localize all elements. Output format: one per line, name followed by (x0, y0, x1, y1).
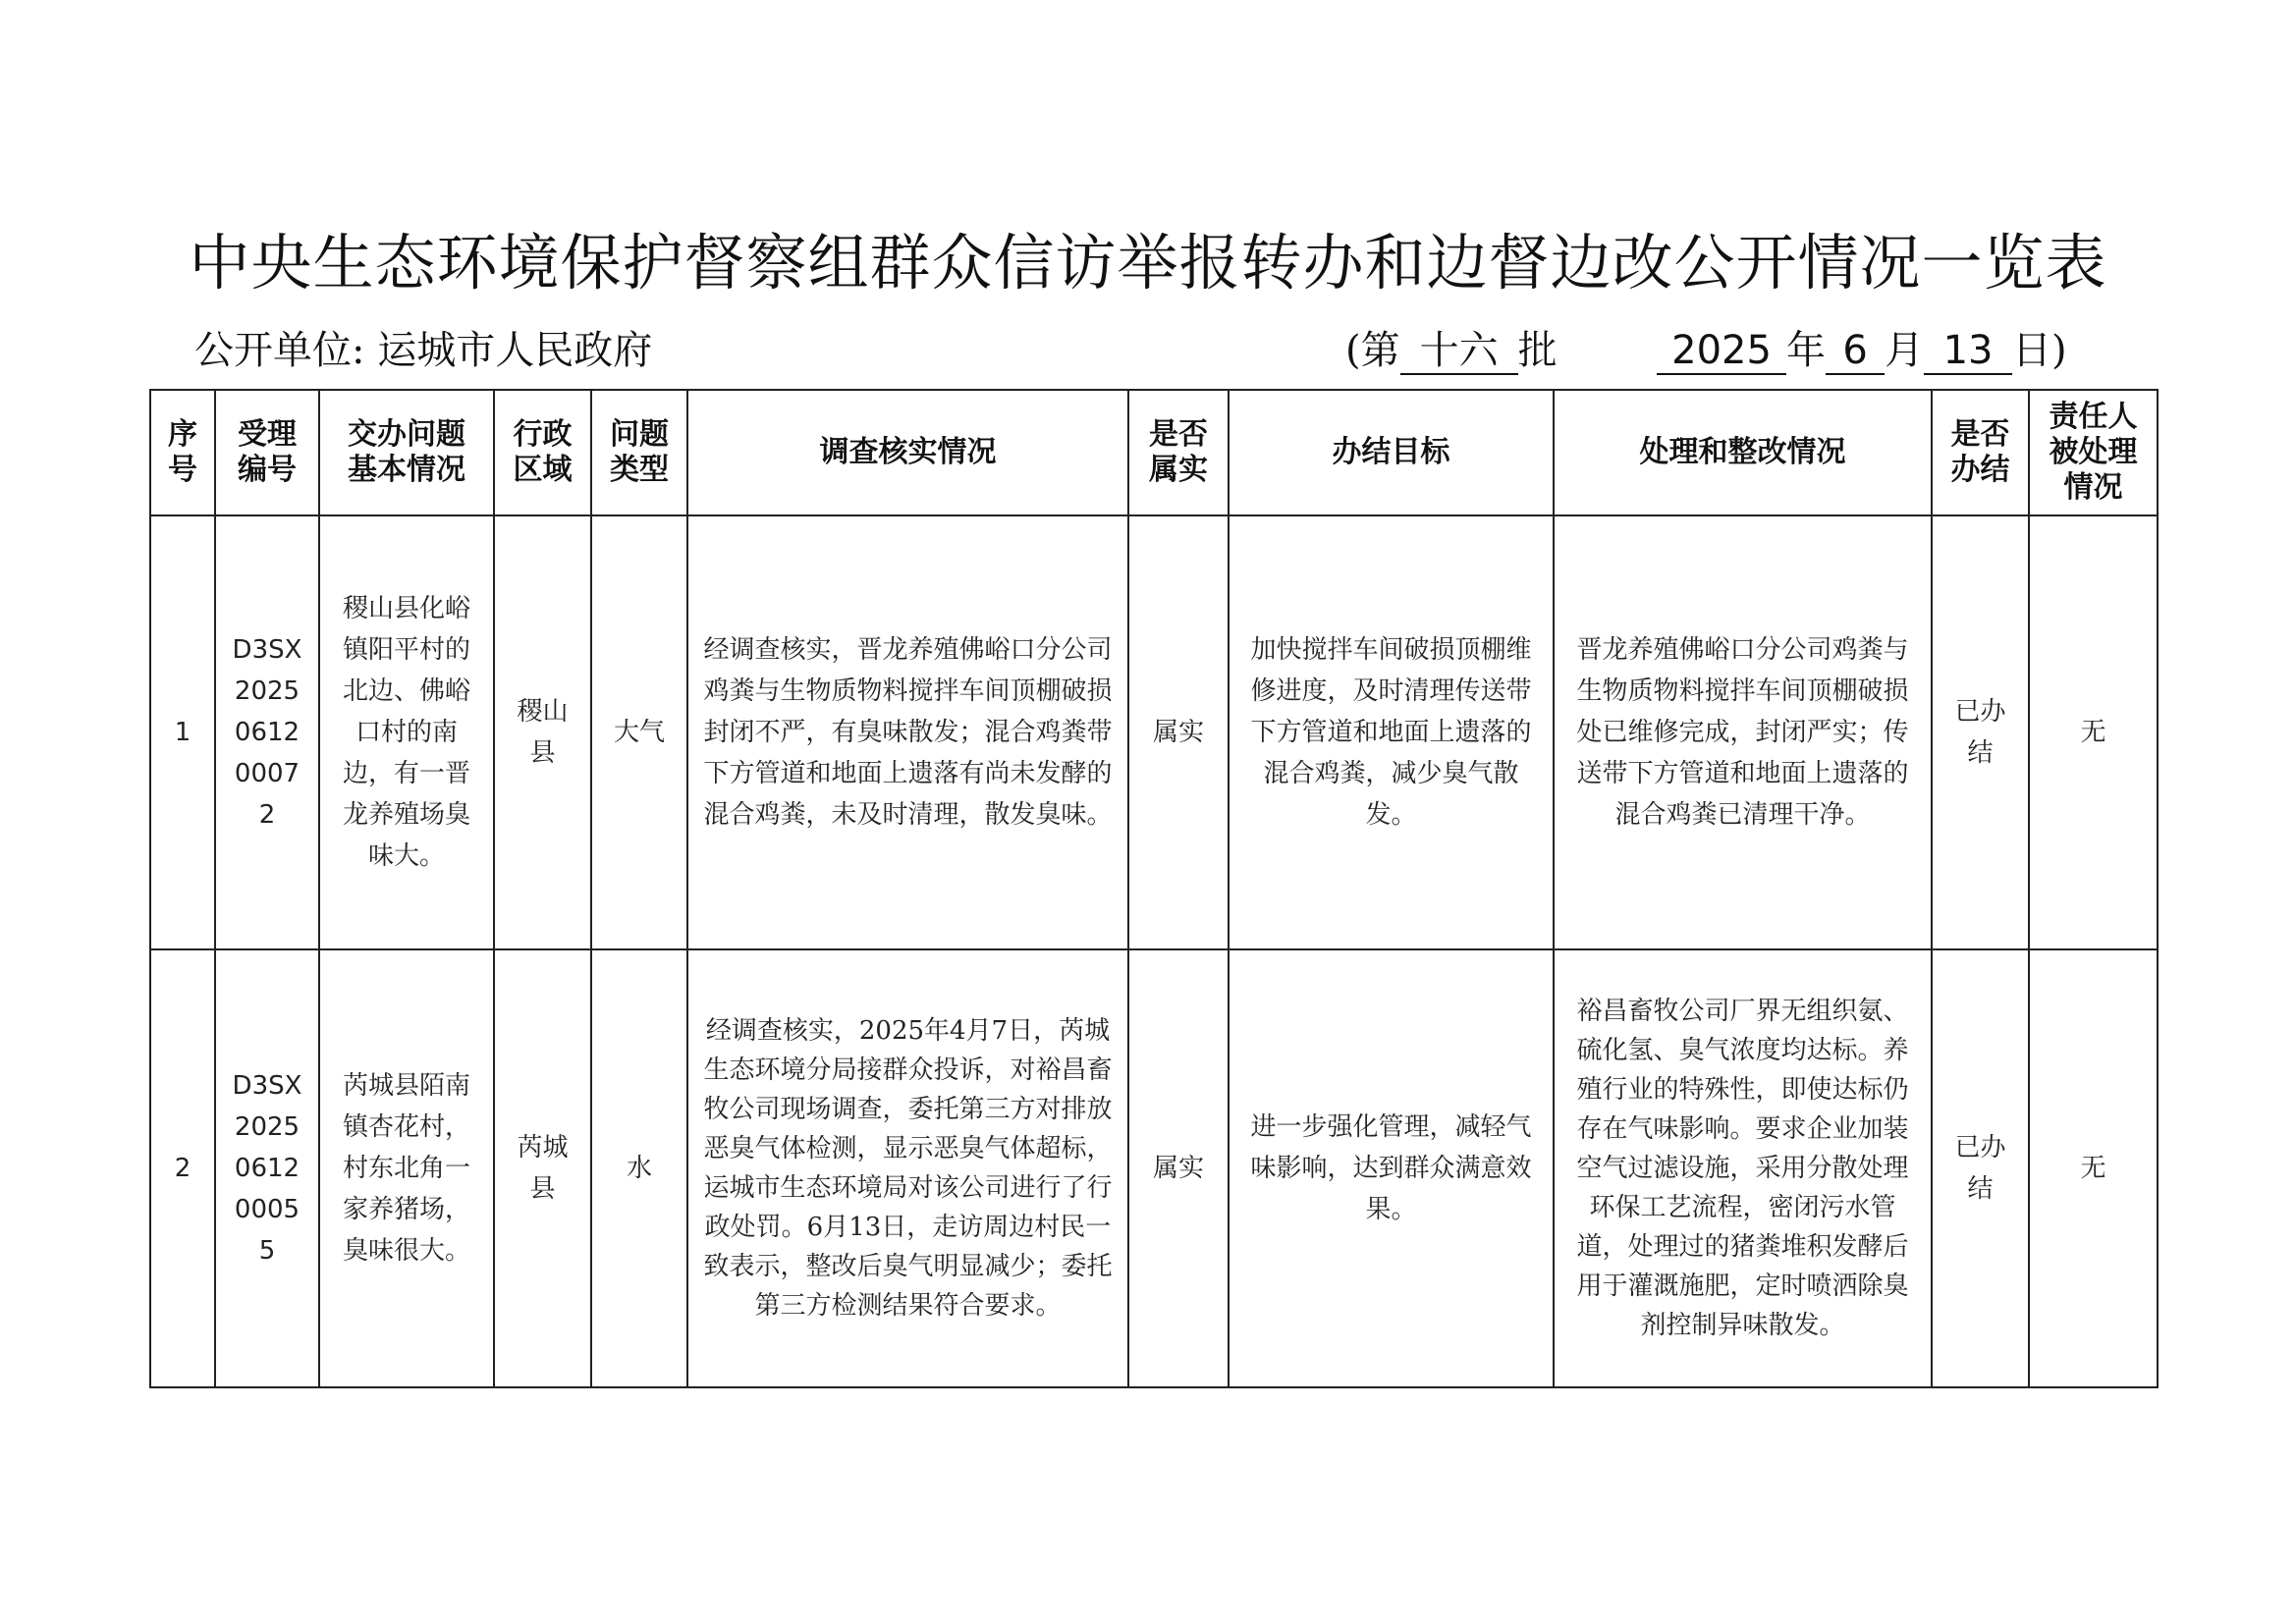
batch-date (1345, 324, 2067, 377)
cell-seq: 2 (150, 949, 215, 1387)
col-header: 受理编号 (215, 390, 319, 515)
col-header: 是否属实 (1128, 390, 1229, 515)
cell-rectification: 裕昌畜牧公司厂界无组织氨、硫化氢、臭气浓度均达标。养殖行业的特殊性，即使达标仍存在气味影响。要求企业加装空气过滤设施，采用分散处理环保工艺流程，密闭污水管道，处理过的猪粪堆积发酵后用于灌溉施肥，定时喷洒除臭剂控制异味散发。 (1554, 949, 1932, 1387)
cell-basic: 稷山县化峪镇阳平村的北边、佛峪口村的南边，有一晋龙养殖场臭味大。 (319, 515, 494, 949)
col-header: 是否办结 (1932, 390, 2029, 515)
cell-type: 水 (591, 949, 687, 1387)
cell-basic: 芮城县陌南镇杏花村，村东北角一家养猪场，臭味很大。 (319, 949, 494, 1387)
cell-rectification: 晋龙养殖佛峪口分公司鸡粪与生物质物料搅拌车间顶棚破损处已维修完成，封闭严实；传送带下方管道和地面上遗落的混合鸡粪已清理干净。 (1554, 515, 1932, 949)
cell-code: D3SX2025061200072 (215, 515, 319, 949)
col-header: 行政区域 (494, 390, 591, 515)
batch-day: 13 (1924, 328, 2012, 375)
col-header: 交办问题基本情况 (319, 390, 494, 515)
cell-seq: 1 (150, 515, 215, 949)
petition-table (149, 389, 2159, 1388)
batch-year: 2025 (1657, 328, 1786, 375)
cell-punish: 无 (2029, 949, 2158, 1387)
table-row (150, 515, 2158, 949)
batch-open: (第 (1345, 328, 1400, 373)
batch-word: 批 (1517, 328, 1558, 373)
col-header: 处理和整改情况 (1554, 390, 1932, 515)
cell-region: 稷山县 (494, 515, 591, 949)
cell-type: 大气 (591, 515, 687, 949)
col-header: 序号 (150, 390, 215, 515)
cell-target: 进一步强化管理，减轻气味影响，达到群众满意效果。 (1229, 949, 1554, 1387)
table-row (150, 949, 2158, 1387)
batch-month: 6 (1826, 328, 1885, 375)
publishing-unit: 公开单位: 运城市人民政府 (194, 328, 653, 373)
cell-investigation: 经调查核实，晋龙养殖佛峪口分公司鸡粪与生物质物料搅拌车间顶棚破损封闭不严，有臭味散发；混合鸡粪带下方管道和地面上遗落有尚未发酵的混合鸡粪，未及时清理，散发臭味。 (687, 515, 1128, 949)
cell-punish: 无 (2029, 515, 2158, 949)
cell-true: 属实 (1128, 949, 1229, 1387)
day-word: 日) (2012, 328, 2067, 373)
cell-code: D3SX2025061200055 (215, 949, 319, 1387)
year-word: 年 (1786, 328, 1827, 373)
month-word: 月 (1885, 328, 1925, 373)
batch-number: 十六 (1400, 328, 1518, 375)
table-header-row (150, 390, 2158, 515)
cell-true: 属实 (1128, 515, 1229, 949)
cell-closed: 已办结 (1932, 515, 2029, 949)
col-header: 办结目标 (1229, 390, 1554, 515)
col-header: 责任人被处理情况 (2029, 390, 2158, 515)
col-header: 问题类型 (591, 390, 687, 515)
cell-investigation: 经调查核实，2025年4月7日，芮城生态环境分局接群众投诉，对裕昌畜牧公司现场调查，委托第三方对排放恶臭气体检测，显示恶臭气体超标，运城市生态环境局对该公司进行了行政处罚。6月13日，走访周边村民一致表示，整改后臭气明显减少；委托第三方检测结果符合要求。 (687, 949, 1128, 1387)
cell-closed: 已办结 (1932, 949, 2029, 1387)
cell-region: 芮城县 (494, 949, 591, 1387)
col-header: 调查核实情况 (687, 390, 1128, 515)
page-title: 中央生态环境保护督察组群众信访举报转办和边督边改公开情况一览表 (189, 227, 2107, 298)
cell-target: 加快搅拌车间破损顶棚维修进度，及时清理传送带下方管道和地面上遗落的混合鸡粪，减少臭气散发。 (1229, 515, 1554, 949)
